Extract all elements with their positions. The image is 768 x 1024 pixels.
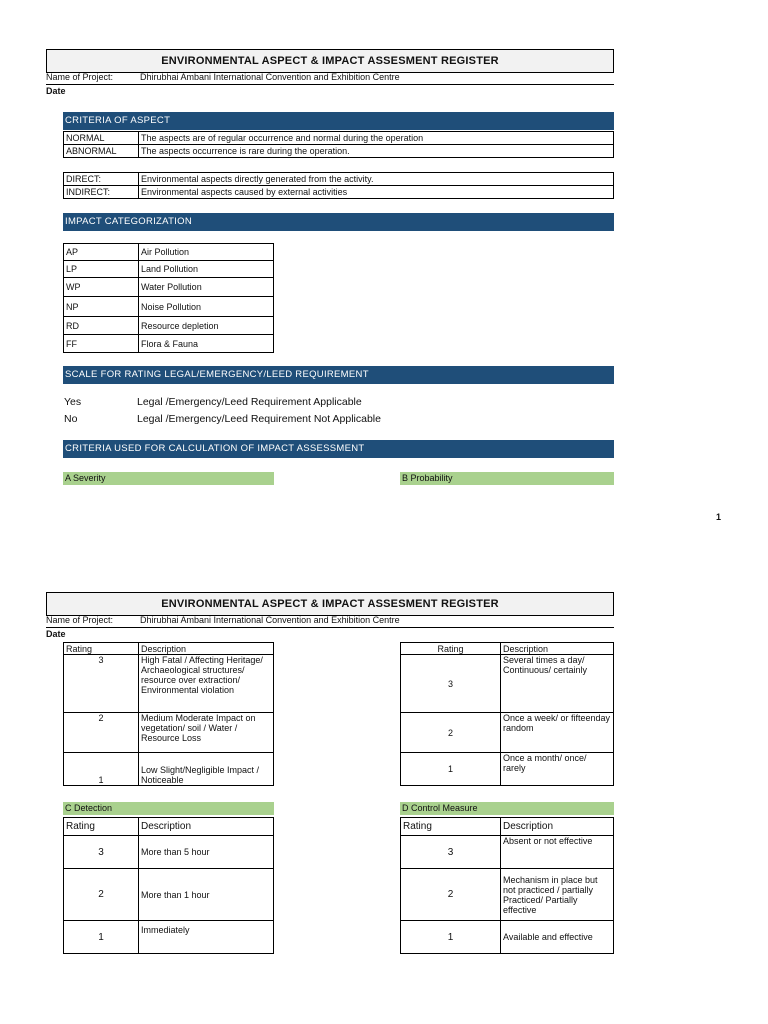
- rating-header: Rating: [401, 643, 501, 655]
- impact-desc: Land Pollution: [139, 261, 274, 278]
- criteria-table: [63, 131, 614, 158]
- page-number: 1: [716, 512, 722, 522]
- probability-rating: 2: [401, 713, 501, 753]
- severity-desc: High Fatal / Affecting Heritage/ Archaeological structures/ resource over extraction/ Environmental violation: [139, 655, 274, 713]
- probability-desc: Once a week/ or fifteenday random: [501, 713, 614, 753]
- criteria-of-aspect-header: CRITERIA OF ASPECT: [63, 112, 614, 130]
- detection-desc: Immediately: [139, 921, 274, 954]
- control-measure-table: [400, 817, 614, 954]
- impact-desc: Noise Pollution: [139, 297, 274, 317]
- control-desc: Mechanism in place but not practiced / partially Practiced/ Partially effective: [501, 869, 614, 921]
- severity-label: A Severity: [63, 472, 274, 485]
- table-row: [64, 317, 274, 335]
- table-row: [64, 261, 274, 278]
- rating-header: Rating: [64, 818, 139, 836]
- table-row: [64, 713, 274, 753]
- table-row: [401, 753, 614, 786]
- criteria-code: ABNORMAL: [64, 145, 139, 158]
- impact-desc: Flora & Fauna: [139, 335, 274, 353]
- table-row: [64, 643, 274, 655]
- table-row: [64, 297, 274, 317]
- description-header: Description: [139, 643, 274, 655]
- impact-code: RD: [64, 317, 139, 335]
- table-row: [64, 753, 274, 786]
- description-header: Description: [501, 818, 614, 836]
- control-desc: Absent or not effective: [501, 836, 614, 869]
- project-value: Dhirubhai Ambani International Convention and Exhibition Centre: [140, 615, 400, 625]
- severity-table: [63, 642, 274, 786]
- project-label: Name of Project:: [46, 615, 114, 625]
- control-desc: Available and effective: [501, 921, 614, 954]
- probability-rating: 3: [401, 655, 501, 713]
- table-row: [64, 132, 614, 145]
- detection-rating: 2: [64, 869, 139, 921]
- detection-rating: 1: [64, 921, 139, 954]
- criteria-code: NORMAL: [64, 132, 139, 145]
- control-measure-label: D Control Measure: [400, 802, 614, 815]
- detection-desc: More than 1 hour: [139, 869, 274, 921]
- table-row: [64, 818, 274, 836]
- scale-no-text: Legal /Emergency/Leed Requirement Not Applicable: [137, 413, 381, 425]
- table-row: [401, 713, 614, 753]
- table-row: [64, 244, 274, 261]
- table-row: [64, 278, 274, 297]
- register-title-2: ENVIRONMENTAL ASPECT & IMPACT ASSESMENT REGISTER: [46, 592, 614, 616]
- criteria-desc: The aspects are of regular occurrence and normal during the operation: [139, 132, 614, 145]
- direct-code: INDIRECT:: [64, 186, 139, 199]
- project-row: [46, 71, 614, 85]
- detection-rating: 3: [64, 836, 139, 869]
- severity-desc: Medium Moderate Impact on vegetation/ soil / Water / Resource Loss: [139, 713, 274, 753]
- severity-rating: 2: [64, 713, 139, 753]
- probability-label: B Probability: [400, 472, 614, 485]
- impact-desc: Resource depletion: [139, 317, 274, 335]
- project-label: Name of Project:: [46, 72, 114, 82]
- table-row: [401, 869, 614, 921]
- control-rating: 3: [401, 836, 501, 869]
- probability-table: [400, 642, 614, 786]
- table-row: [401, 655, 614, 713]
- impact-desc: Air Pollution: [139, 244, 274, 261]
- table-row: [64, 869, 274, 921]
- register-title: ENVIRONMENTAL ASPECT & IMPACT ASSESMENT REGISTER: [46, 49, 614, 73]
- table-row: [64, 173, 614, 186]
- date-label: Date: [46, 86, 66, 96]
- probability-desc: Once a month/ once/ rarely: [501, 753, 614, 786]
- scale-yes-text: Legal /Emergency/Leed Requirement Applicable: [137, 396, 362, 408]
- detection-desc: More than 5 hour: [139, 836, 274, 869]
- direct-desc: Environmental aspects caused by external activities: [139, 186, 614, 199]
- direct-desc: Environmental aspects directly generated from the activity.: [139, 173, 614, 186]
- control-rating: 1: [401, 921, 501, 954]
- criteria-desc: The aspects occurrence is rare during the operation.: [139, 145, 614, 158]
- impact-table: [63, 243, 274, 353]
- impact-desc: Water Pollution: [139, 278, 274, 297]
- description-header: Description: [501, 643, 614, 655]
- detection-label: C Detection: [63, 802, 274, 815]
- table-row: [401, 921, 614, 954]
- calculation-criteria-header: CRITERIA USED FOR CALCULATION OF IMPACT ASSESSMENT: [63, 440, 614, 458]
- severity-rating: 3: [64, 655, 139, 713]
- probability-rating: 1: [401, 753, 501, 786]
- table-row: [401, 643, 614, 655]
- impact-code: WP: [64, 278, 139, 297]
- table-row: [64, 186, 614, 199]
- scale-yes-key: Yes: [64, 396, 82, 408]
- table-row: [401, 818, 614, 836]
- table-row: [64, 836, 274, 869]
- impact-code: AP: [64, 244, 139, 261]
- table-row: [401, 836, 614, 869]
- direct-code: DIRECT:: [64, 173, 139, 186]
- impact-code: LP: [64, 261, 139, 278]
- probability-desc: Several times a day/ Continuous/ certainly: [501, 655, 614, 713]
- table-row: [64, 145, 614, 158]
- date-label-2: Date: [46, 629, 66, 639]
- direct-table: [63, 172, 614, 199]
- severity-rating: 1: [64, 753, 139, 786]
- table-row: [64, 655, 274, 713]
- description-header: Description: [139, 818, 274, 836]
- project-value: Dhirubhai Ambani International Convention and Exhibition Centre: [140, 72, 400, 82]
- impact-code: NP: [64, 297, 139, 317]
- severity-desc: Low Slight/Negligible Impact / Noticeable: [139, 753, 274, 786]
- impact-code: FF: [64, 335, 139, 353]
- project-row-2: [46, 614, 614, 628]
- scale-no-key: No: [64, 413, 78, 425]
- rating-header: Rating: [64, 643, 139, 655]
- detection-table: [63, 817, 274, 954]
- impact-categorization-header: IMPACT CATEGORIZATION: [63, 213, 614, 231]
- table-row: [64, 921, 274, 954]
- rating-header: Rating: [401, 818, 501, 836]
- table-row: [64, 335, 274, 353]
- control-rating: 2: [401, 869, 501, 921]
- scale-rating-header: SCALE FOR RATING LEGAL/EMERGENCY/LEED REQUIREMENT: [63, 366, 614, 384]
